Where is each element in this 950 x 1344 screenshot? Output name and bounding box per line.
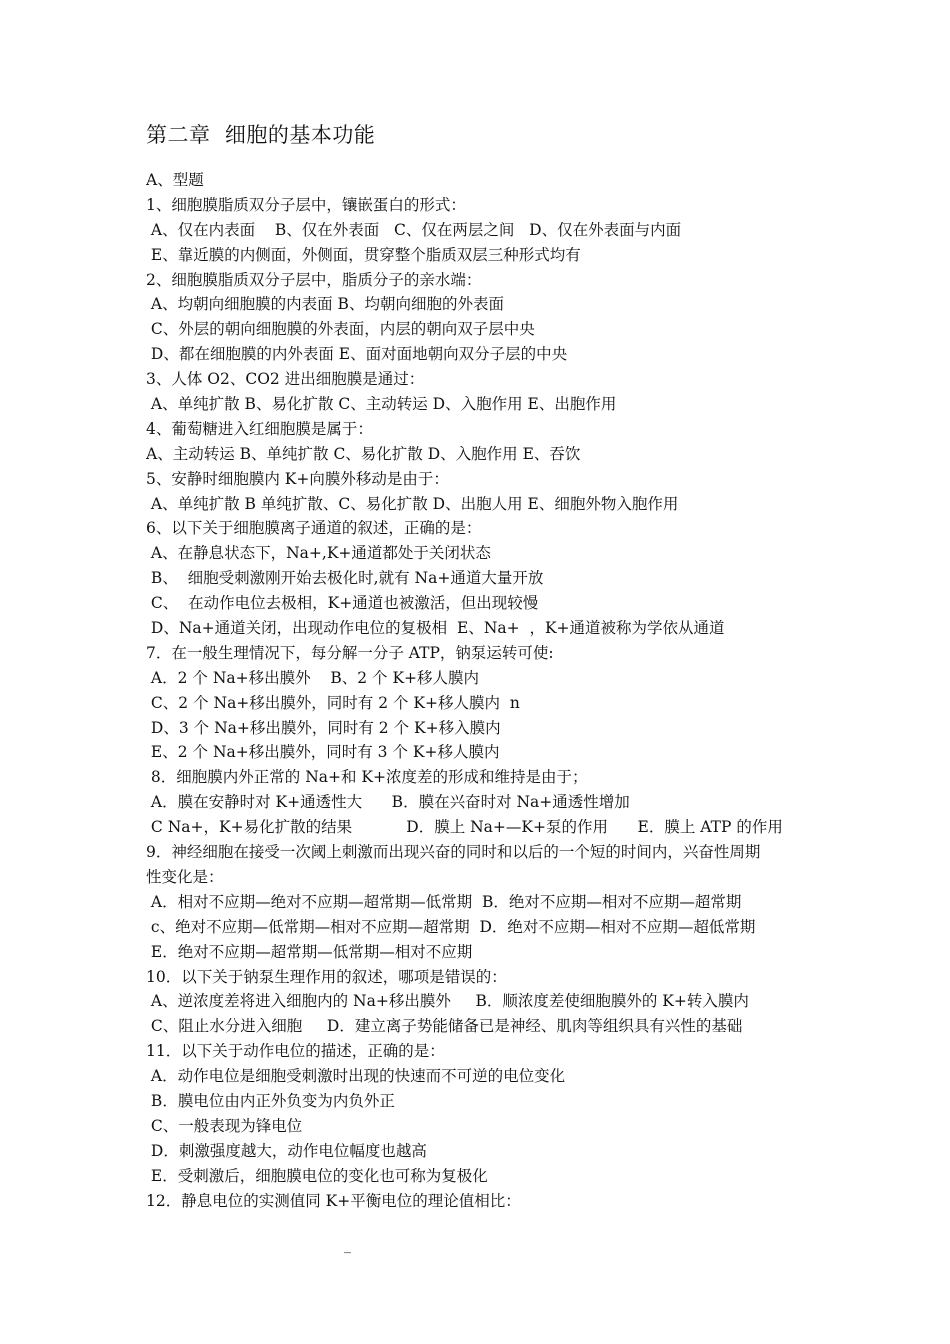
- text-line: 10．以下关于钠泵生理作用的叙述，哪项是错误的：: [146, 967, 507, 986]
- text-line: E．绝对不应期—超常期—低常期—相对不应期: [146, 942, 473, 961]
- text-line: A．相对不应期—绝对不应期—超常期—低常期 B．绝对不应期—相对不应期—超常期: [146, 892, 742, 911]
- text-line: A．膜在安静时对 K+通透性大 B．膜在兴奋时对 Na+通透性增加: [146, 793, 630, 812]
- text-line: A、单纯扩散 B 单纯扩散、C、易化扩散 D、出胞人用 E、细胞外物入胞作用: [146, 494, 679, 513]
- text-line: D、Na+通道关闭，出现动作电位的复极相 E、Na+ ，K+通道被称为学依从通道: [146, 619, 725, 638]
- text-line: A．2 个 Na+移出膜外 B、2 个 K+移人膜内: [146, 668, 480, 687]
- text-line: E．受刺激后，细胞膜电位的变化也可称为复极化: [146, 1166, 488, 1185]
- question-text-block: [146, 168, 836, 1213]
- text-line: 6、以下关于细胞膜离子通道的叙述，正确的是：: [146, 519, 482, 538]
- text-line: C、 在动作电位去极相，K+通道也被激活，但出现较慢: [146, 594, 539, 613]
- text-line: C、阻止水分进入细胞 D．建立离子势能储备已是神经、肌肉等组织具有兴性的基础: [146, 1017, 743, 1036]
- text-line: B、 细胞受刺激刚开始去极化时,就有 Na+通道大量开放: [146, 569, 544, 588]
- text-line: 5、安静时细胞膜内 K+向膜外移动是由于：: [146, 469, 449, 488]
- text-line: A、仅在内表面 B、仅在外表面 C、仅在两层之间 D、仅在外表面与内面: [146, 220, 682, 239]
- text-line: A、单纯扩散 B、易化扩散 C、主动转运 D、入胞作用 E、出胞作用: [146, 395, 617, 414]
- text-line: 2、细胞膜脂质双分子层中，脂质分子的亲水端：: [146, 270, 482, 289]
- text-line: 7．在一般生理情况下，每分解一分子 ATP，钠泵运转可使:: [146, 643, 554, 662]
- text-line: C、一般表现为锋电位: [146, 1116, 303, 1135]
- text-line: D．刺激强度越大，动作电位幅度也越高: [146, 1141, 427, 1160]
- text-line: A、均朝向细胞膜的内表面 B、均朝向细胞的外表面: [146, 295, 504, 314]
- text-line: A、在静息状态下，Na+,K+通道都处于关闭状态: [146, 544, 491, 563]
- text-line: C、外层的朝向细胞膜的外表面，内层的朝向双子层中央: [146, 320, 535, 339]
- text-line: C Na+，K+易化扩散的结果 D．膜上 Na+—K+泵的作用 E．膜上 ATP 的作用: [146, 818, 783, 837]
- text-line: B．膜电位由内正外负变为内负外正: [146, 1091, 395, 1110]
- page-footer-mark: _: [344, 1238, 351, 1254]
- text-line: 8．细胞膜内外正常的 Na+和 K+浓度差的形成和维持是由于；: [146, 768, 588, 787]
- text-line: D、都在细胞膜的内外表面 E、面对面地朝向双分子层的中央: [146, 345, 568, 364]
- text-line: 4、葡萄糖进入红细胞膜是属于：: [146, 419, 373, 438]
- text-line: E、靠近膜的内侧面，外侧面，贯穿整个脂质双层三种形式均有: [146, 245, 581, 264]
- chapter-title: 第二章 细胞的基本功能: [146, 123, 376, 147]
- text-line: A、型题: [146, 171, 204, 189]
- text-line: A、主动转运 B、单纯扩散 C、易化扩散 D、入胞作用 E、吞饮: [146, 444, 581, 463]
- text-line: C、2 个 Na+移出膜外，同时有 2 个 K+移人膜内 n: [146, 693, 520, 712]
- text-line: 3、人体 O2、CO2 进出细胞膜是通过：: [146, 370, 425, 389]
- text-line: D、3 个 Na+移出膜外，同时有 2 个 K+移入膜内: [146, 718, 501, 737]
- text-line: 11．以下关于动作电位的描述，正确的是：: [146, 1042, 445, 1061]
- text-line: 9．神经细胞在接受一次阈上刺激而出现兴奋的同时和以后的一个短的时间内，兴奋性周期: [146, 843, 761, 862]
- text-line: 12．静息电位的实测值同 K+平衡电位的理论值相比：: [146, 1191, 521, 1210]
- text-line: A．动作电位是细胞受刺激时出现的快速而不可逆的电位变化: [146, 1067, 566, 1086]
- text-line: E、2 个 Na+移出膜外，同时有 3 个 K+移人膜内: [146, 743, 500, 762]
- text-line: 性变化是：: [146, 867, 224, 886]
- text-line: c、绝对不应期—低常期—相对不应期—超常期 D．绝对不应期—相对不应期—超低常期: [146, 917, 756, 936]
- text-line: 1、细胞膜脂质双分子层中，镶嵌蛋白的形式：: [146, 195, 466, 214]
- text-line: A、逆浓度差将进入细胞内的 Na+移出膜外 B．顺浓度差使细胞膜外的 K+转入膜内: [146, 992, 749, 1011]
